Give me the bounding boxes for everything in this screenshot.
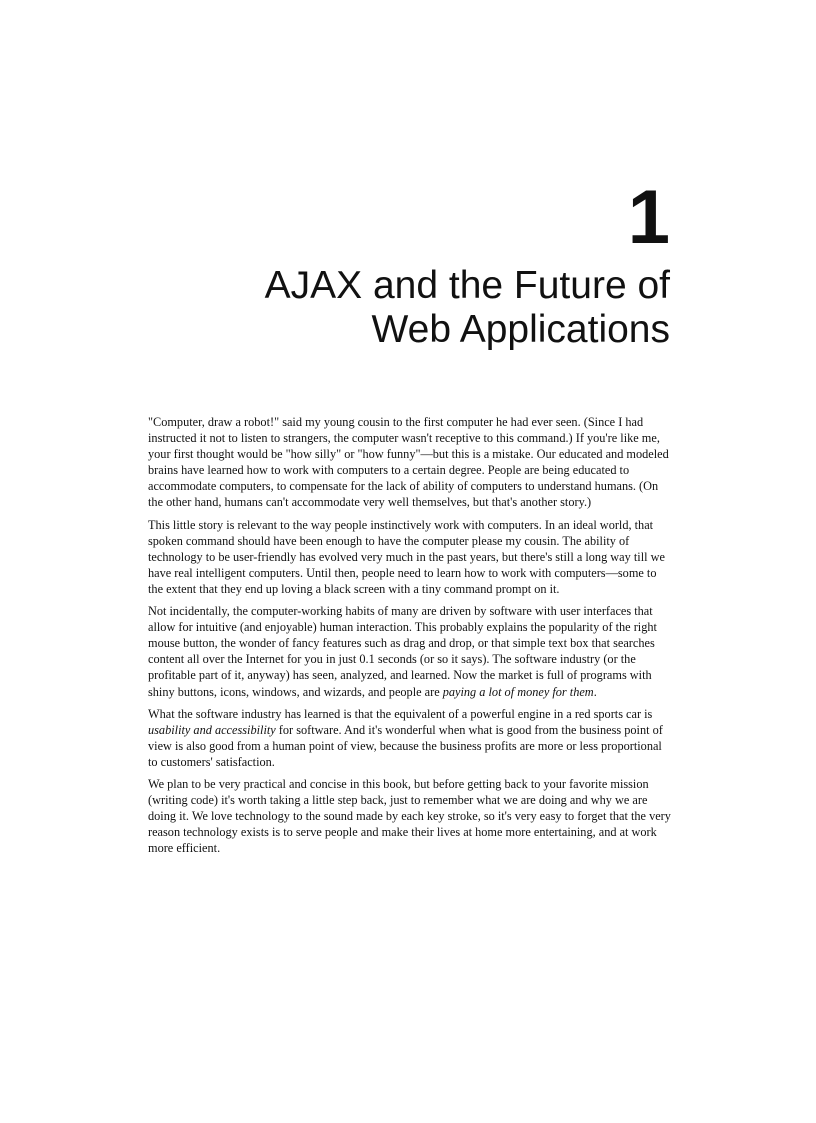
paragraph-3 [148, 603, 672, 700]
chapter-body [148, 414, 672, 862]
paragraph-5: We plan to be very practical and concise in this book, but before getting back to your favorite mission (writing code) it's worth taking a little step back, just to remember what we are doing and why we are doing it. We love technology to the sound made by each key stroke, so it's very easy to forget that the very reason technology exists is to serve people and make their lives at home more entertaining, and at work more efficient. [148, 776, 671, 856]
paragraph-4-emphasis: usability and accessibility [148, 722, 276, 737]
chapter-number: 1 [627, 175, 670, 260]
chapter-title-line-1: AJAX and the Future of [264, 264, 670, 307]
paragraph-1: "Computer, draw a robot!" said my young cousin to the first computer he had ever seen. (Since I had instructed it not to listen to strangers, the computer wasn't receptive to this command.) If you're like me, your first thought would be "how silly" or "how funny"—but this is a mistake. Our educated and modeled brains have learned how to work with computers to a certain degree. People are being educated to accommodate computers, to compensate for the lack of ability of computers to understand humans. (On the other hand, humans can't accommodate very well themselves, but that's another story.) [148, 415, 669, 510]
paragraph-4 [148, 706, 672, 770]
paragraph-2: This little story is relevant to the way people instinctively work with computers. In an ideal world, that spoken command should have been enough to have the computer please my cousin. The ability of technology to be user-friendly has evolved very much in the past years, but there's still a long way till we have real intelligent computers. Until then, people need to learn how to work with computers—some to the extent that they end up loving a black screen with a tiny command prompt on it. [148, 517, 665, 596]
chapter-title [110, 264, 670, 352]
chapter-title-line-2: Web Applications [371, 308, 670, 351]
paragraph-4-text-after: for software. And it's wonderful when what is good from the business point of view is also good from a human point of view, because the business profits are more or less proportional to customers' satisfaction. [148, 722, 663, 769]
paragraph-3-text-after: . [593, 684, 597, 699]
paragraph-3-text-before: Not incidentally, the computer-working habits of many are driven by software with user interfaces that allow for intuitive (and enjoyable) human interaction. This probably explains the popularity of the right mouse button, the wonder of fancy features such as drag and drop, or that simple text box that searches content all over the Internet for you in just 0.1 seconds (or so it says). The software industry (or the profitable part of it, anyway) has seen, analyzed, and learned. Now the market is full of programs with shiny buttons, icons, windows, and wizards, and people are [148, 604, 657, 699]
paragraph-3-emphasis: paying a lot of money for them [442, 684, 594, 699]
paragraph-4-text-before: What the software industry has learned is that the equivalent of a powerful engine in a red sports car is [148, 706, 653, 721]
